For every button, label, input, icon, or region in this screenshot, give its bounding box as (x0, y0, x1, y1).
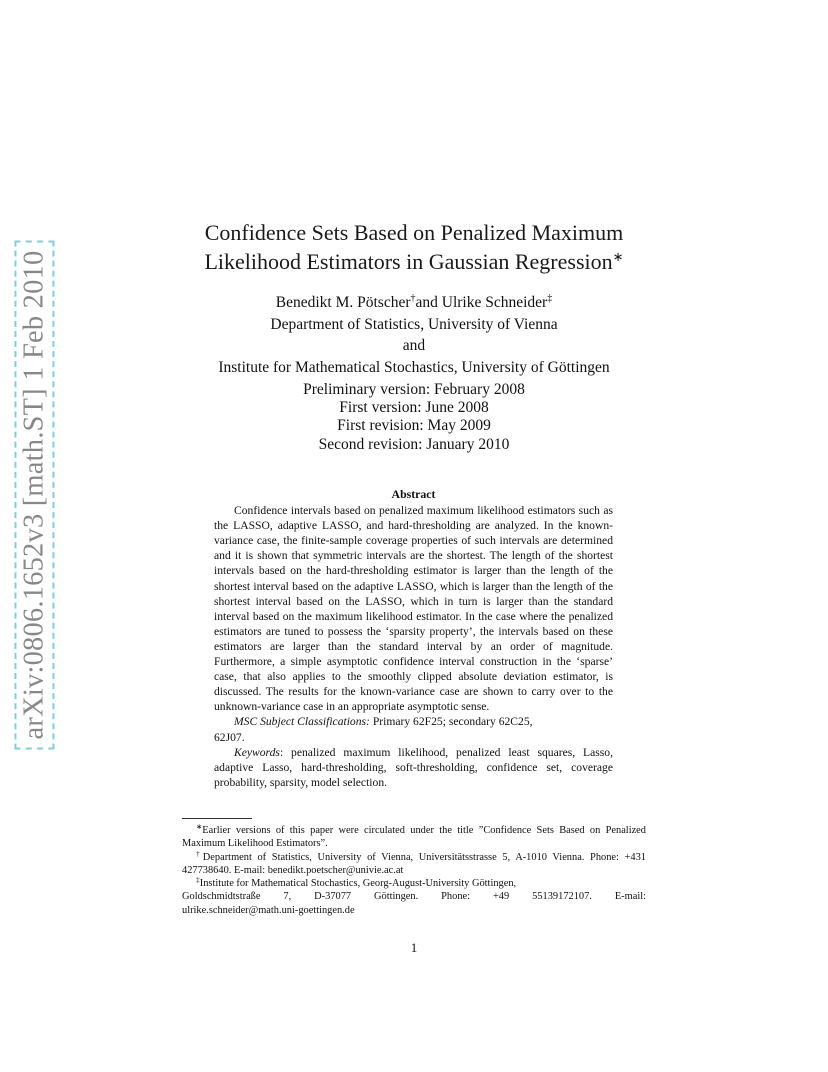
keywords-value: : penalized maximum likelihood, penalized least squares, Lasso, adaptive Lasso, hard-thresholding, soft-thresholding, confidence set, coverage probability, sparsity, model selection. (214, 745, 613, 789)
footnote-2 (182, 848, 646, 878)
title-line-2-text: Likelihood Estimators in Gaussian Regression (204, 249, 613, 274)
abstract-heading: Abstract (391, 487, 436, 501)
version-first-revision: First revision: May 2009 (337, 417, 491, 435)
footnote-2-text: Department of Statistics, University of Vienna, Universitätsstrasse 5, A-1010 Vienna. Phone: +431 427738640. E-mail: benedikt.poetscher@univie.ac.at (182, 851, 646, 876)
abstract (214, 487, 613, 790)
paper-title (150, 218, 678, 276)
footnote-1 (182, 824, 646, 851)
footnotes (182, 818, 646, 917)
footnote-3 (182, 877, 646, 917)
affiliation-2: Institute for Mathematical Stochastics, University of Göttingen (218, 358, 610, 376)
arxiv-stamp (14, 250, 54, 740)
msc-label: MSC Subject Classifications: (234, 715, 370, 729)
authors-block (150, 292, 678, 378)
keywords (214, 745, 613, 790)
footnote-3-mark: ‡ (196, 875, 200, 885)
affiliation-and: and (402, 337, 426, 354)
footnote-3-line-3: ulrike.schneider@math.uni-goettingen.de (182, 904, 355, 916)
author-line (150, 292, 678, 314)
arxiv-stamp-text: arXiv:0806.1652v3 [math.ST] 1 Feb 2010 (14, 241, 54, 750)
page-number: 1 (410, 940, 418, 955)
msc-value: Primary 62F25; secondary 62C25, (372, 715, 533, 729)
author-2-mark: ‡ (547, 293, 553, 304)
author-1-mark: † (410, 293, 416, 304)
footnote-3-line-2: Goldschmidtstraße 7, D-37077 Göttingen. Phone: +49 55139172107. E-mail: (182, 891, 646, 903)
footnote-2-mark: † (196, 848, 203, 858)
version-preliminary: Preliminary version: February 2008 (303, 381, 525, 398)
title-line-2 (150, 247, 678, 276)
abstract-body: Confidence intervals based on penalized maximum likelihood estimators such as the LASSO, adaptive LASSO, and hard-thresholding are analyzed. In the known-variance case, the finite-sample coverage properties of such intervals are determined and it is shown that symmetric intervals are the shortest. The length of the shortest intervals based on the hard-thresholding estimator is larger than the length of the shortest interval based on the adaptive LASSO, which is larger than the length of the shortest interval based on the LASSO, which in turn is larger than the standard interval based on the maximum likelihood estimator. In the case where the penalized estimators are tuned to possess the ‘sparsity property’, the intervals based on these estimators are larger than the standard interval by an order of magnitude. Furthermore, a simple asymptotic confidence interval construction in the ‘sparse’ case, that also applies to the smoothly clipped absolute deviation estimator, is discussed. The results for the known-variance case are shown to carry over to the unknown-variance case in an appropriate asymptotic sense. (214, 504, 613, 714)
author-2: and Ulrike Schneider (415, 294, 548, 311)
keywords-label: Keywords (234, 745, 280, 759)
title-line-1: Confidence Sets Based on Penalized Maximum (204, 220, 624, 245)
msc-classifications (214, 714, 613, 744)
version-first: First version: June 2008 (339, 399, 489, 417)
version-history (150, 381, 678, 454)
title-footnote-mark: ∗ (612, 249, 624, 264)
footnote-1-mark: ∗ (196, 822, 203, 831)
msc-value-2: 62J07. (214, 730, 245, 744)
author-1: Benedikt M. Pötscher (275, 294, 411, 311)
version-second-revision: Second revision: January 2010 (318, 435, 510, 453)
footnote-1-text: Earlier versions of this paper were circulated under the title ”Confidence Sets Based on Penalized Maximum Likelihood Estimators”. (182, 825, 646, 850)
footnote-3-line-1: Institute for Mathematical Stochastics, Georg-August-University Göttingen, (199, 878, 517, 890)
affiliation-1: Department of Statistics, University of Vienna (270, 315, 558, 333)
footnote-rule (182, 818, 252, 819)
